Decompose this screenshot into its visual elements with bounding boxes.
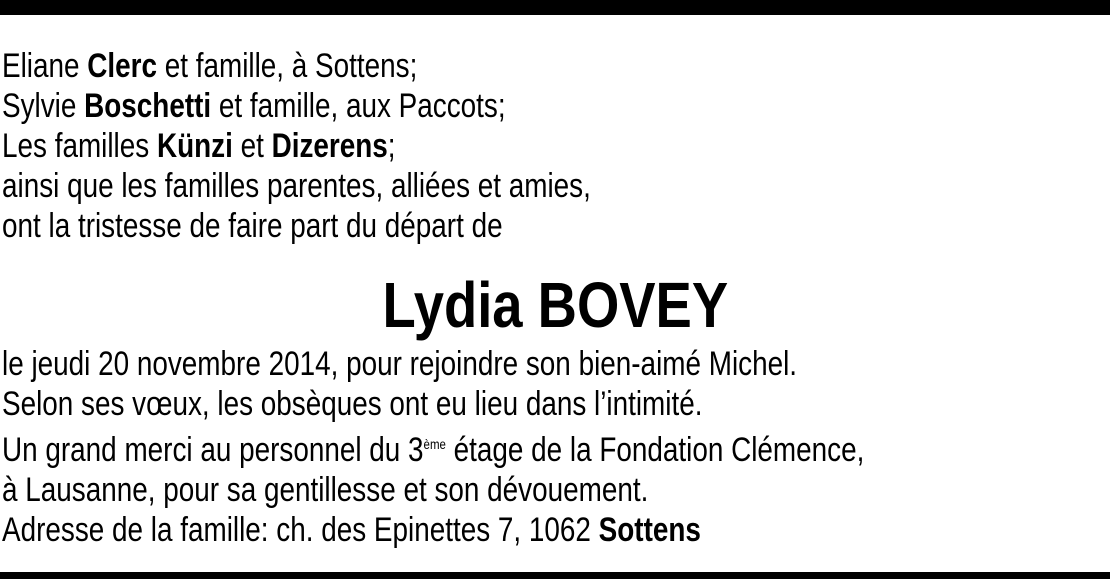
thanks-line: Un grand merci au personnel du 3ème étage de la Fondation Clémence, bbox=[2, 431, 865, 469]
surname-dizerens: Dizerens bbox=[271, 127, 388, 165]
deceased-name: Lydia BOVEY bbox=[382, 269, 728, 341]
bottom-border bbox=[0, 572, 1110, 579]
family-line-kunzi-dizerens: Les familles Künzi et Dizerens; bbox=[2, 127, 396, 165]
family-line-boschetti: Sylvie Boschetti et famille, aux Paccots; bbox=[2, 87, 506, 125]
date-line: le jeudi 20 novembre 2014, pour rejoindre son bien-aimé Michel. bbox=[2, 345, 798, 383]
relatives-line: ainsi que les familles parentes, alliées et amies, bbox=[2, 167, 591, 205]
thanks-line-continued: à Lausanne, pour sa gentillesse et son dévouement. bbox=[2, 471, 649, 509]
death-details bbox=[2, 344, 1054, 550]
ordinal-suffix: ème bbox=[423, 436, 446, 452]
funeral-line: Selon ses vœux, les obsèques ont eu lieu dans l’intimité. bbox=[2, 385, 703, 423]
top-border bbox=[0, 0, 1110, 15]
announcement-line: ont la tristesse de faire part du départ de bbox=[2, 207, 503, 245]
family-address-line: Adresse de la famille: ch. des Epinettes 7, 1062 Sottens bbox=[2, 511, 701, 549]
surname-kunzi: Künzi bbox=[156, 127, 233, 165]
surname-boschetti: Boschetti bbox=[84, 87, 212, 125]
address-town: Sottens bbox=[598, 511, 701, 549]
surname-clerc: Clerc bbox=[87, 47, 158, 85]
family-announcement bbox=[2, 46, 720, 246]
family-line-clerc: Eliane Clerc et famille, à Sottens; bbox=[2, 47, 418, 85]
